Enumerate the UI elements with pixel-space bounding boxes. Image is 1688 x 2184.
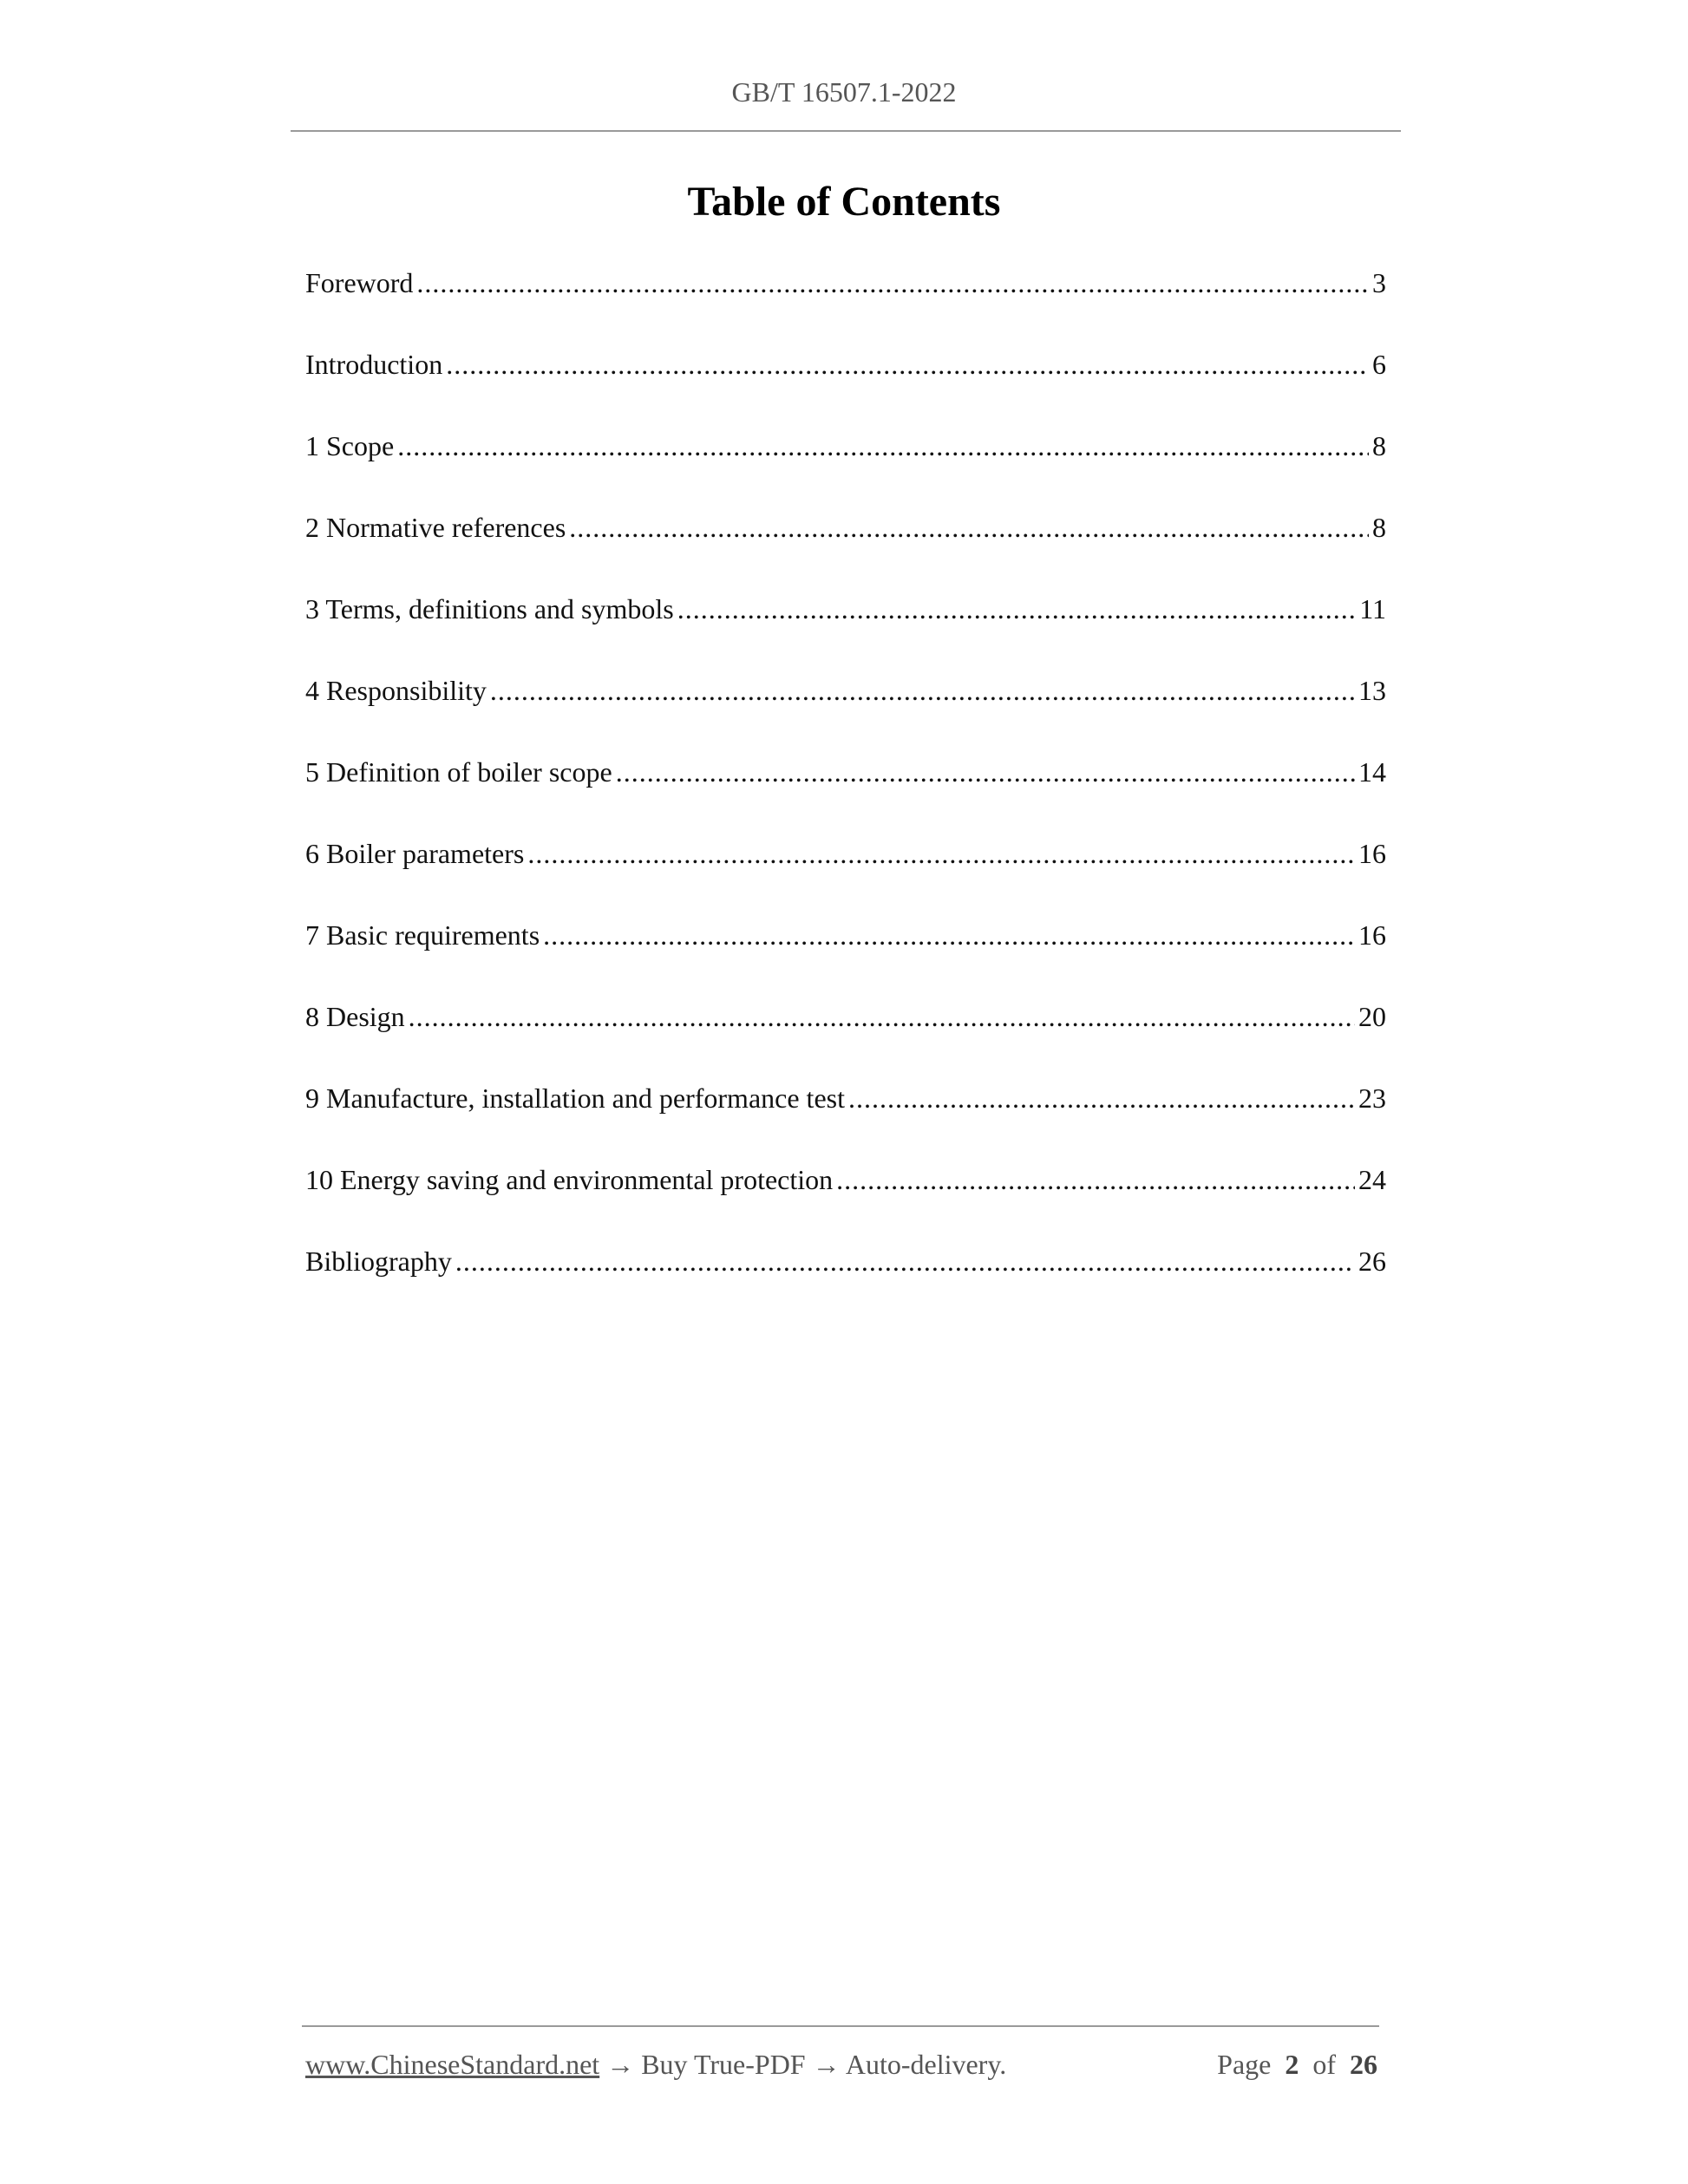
toc-leader-dots bbox=[527, 838, 1355, 870]
toc-entry-label: 9 Manufacture, installation and performance test bbox=[305, 1082, 845, 1114]
toc-entry-page: 20 bbox=[1358, 1001, 1386, 1032]
current-page-number: 2 bbox=[1285, 2049, 1299, 2080]
toc-entry-page: 26 bbox=[1358, 1246, 1386, 1277]
header-divider bbox=[291, 130, 1401, 132]
toc-entry-boiler-scope[interactable] bbox=[305, 756, 1386, 838]
toc-entry-page: 3 bbox=[1372, 267, 1386, 298]
toc-entry-scope[interactable] bbox=[305, 430, 1386, 512]
toc-leader-dots bbox=[409, 1001, 1355, 1033]
toc-leader-dots bbox=[677, 593, 1356, 625]
toc-title: Table of Contents bbox=[687, 179, 1001, 225]
toc-entry-label: Introduction bbox=[305, 349, 443, 380]
document-code-header: GB/T 16507.1-2022 bbox=[731, 76, 957, 108]
toc-entry-page: 11 bbox=[1359, 593, 1386, 624]
toc-leader-dots bbox=[455, 1246, 1355, 1278]
toc-leader-dots bbox=[569, 512, 1369, 544]
toc-entry-design[interactable] bbox=[305, 1001, 1386, 1082]
toc-entry-page: 14 bbox=[1358, 756, 1386, 788]
toc-entry-manufacture[interactable] bbox=[305, 1082, 1386, 1164]
toc-entry-label: 10 Energy saving and environmental protection bbox=[305, 1164, 834, 1195]
toc-leader-dots bbox=[616, 756, 1355, 788]
toc-entry-label: Foreword bbox=[305, 267, 414, 298]
arrow-right-icon: → bbox=[606, 2049, 635, 2080]
site-link[interactable]: www.ChineseStandard.net bbox=[305, 2049, 600, 2080]
toc-entry-page: 16 bbox=[1358, 919, 1386, 951]
toc-entry-label: Bibliography bbox=[305, 1246, 452, 1277]
auto-delivery-text: Auto-delivery. bbox=[845, 2049, 1007, 2080]
toc-entry-responsibility[interactable] bbox=[305, 675, 1386, 756]
toc-entry-page: 6 bbox=[1372, 349, 1386, 380]
toc-entry-label: 6 Boiler parameters bbox=[305, 838, 525, 869]
toc-entry-label: 3 Terms, definitions and symbols bbox=[305, 593, 674, 624]
toc-entry-label: 7 Basic requirements bbox=[305, 919, 540, 951]
toc-leader-dots bbox=[416, 267, 1369, 299]
toc-entry-basic-requirements[interactable] bbox=[305, 919, 1386, 1001]
toc-entry-page: 16 bbox=[1358, 838, 1386, 869]
toc-entry-boiler-parameters[interactable] bbox=[305, 838, 1386, 919]
toc-entry-energy-saving[interactable] bbox=[305, 1164, 1386, 1246]
toc-entry-label: 2 Normative references bbox=[305, 512, 566, 543]
toc-entry-label: 8 Design bbox=[305, 1001, 405, 1032]
toc-list bbox=[305, 267, 1386, 1327]
of-word: of bbox=[1312, 2049, 1336, 2080]
toc-leader-dots bbox=[848, 1082, 1355, 1115]
total-pages-number: 26 bbox=[1350, 2049, 1377, 2080]
toc-entry-foreword[interactable] bbox=[305, 267, 1386, 349]
toc-leader-dots bbox=[397, 430, 1369, 462]
toc-entry-normative-references[interactable] bbox=[305, 512, 1386, 593]
arrow-right-icon: → bbox=[812, 2049, 841, 2080]
toc-entry-page: 13 bbox=[1358, 675, 1386, 706]
toc-entry-bibliography[interactable] bbox=[305, 1246, 1386, 1327]
toc-entry-label: 4 Responsibility bbox=[305, 675, 487, 706]
page-indicator bbox=[1217, 2049, 1377, 2081]
toc-leader-dots bbox=[543, 919, 1355, 951]
buy-true-pdf-text: Buy True-PDF bbox=[641, 2049, 806, 2080]
toc-entry-page: 8 bbox=[1372, 512, 1386, 543]
footer-divider bbox=[302, 2025, 1379, 2027]
toc-entry-label: 1 Scope bbox=[305, 430, 395, 461]
toc-leader-dots bbox=[446, 349, 1369, 381]
toc-entry-terms-definitions[interactable] bbox=[305, 593, 1386, 675]
toc-entry-page: 8 bbox=[1372, 430, 1386, 461]
footer-promo bbox=[305, 2049, 1006, 2081]
toc-entry-page: 23 bbox=[1358, 1082, 1386, 1114]
toc-entry-label: 5 Definition of boiler scope bbox=[305, 756, 612, 788]
toc-leader-dots bbox=[836, 1164, 1355, 1196]
toc-entry-page: 24 bbox=[1358, 1164, 1386, 1195]
page-word: Page bbox=[1217, 2049, 1272, 2080]
toc-entry-introduction[interactable] bbox=[305, 349, 1386, 430]
toc-leader-dots bbox=[490, 675, 1355, 707]
page-footer bbox=[305, 2049, 1377, 2089]
